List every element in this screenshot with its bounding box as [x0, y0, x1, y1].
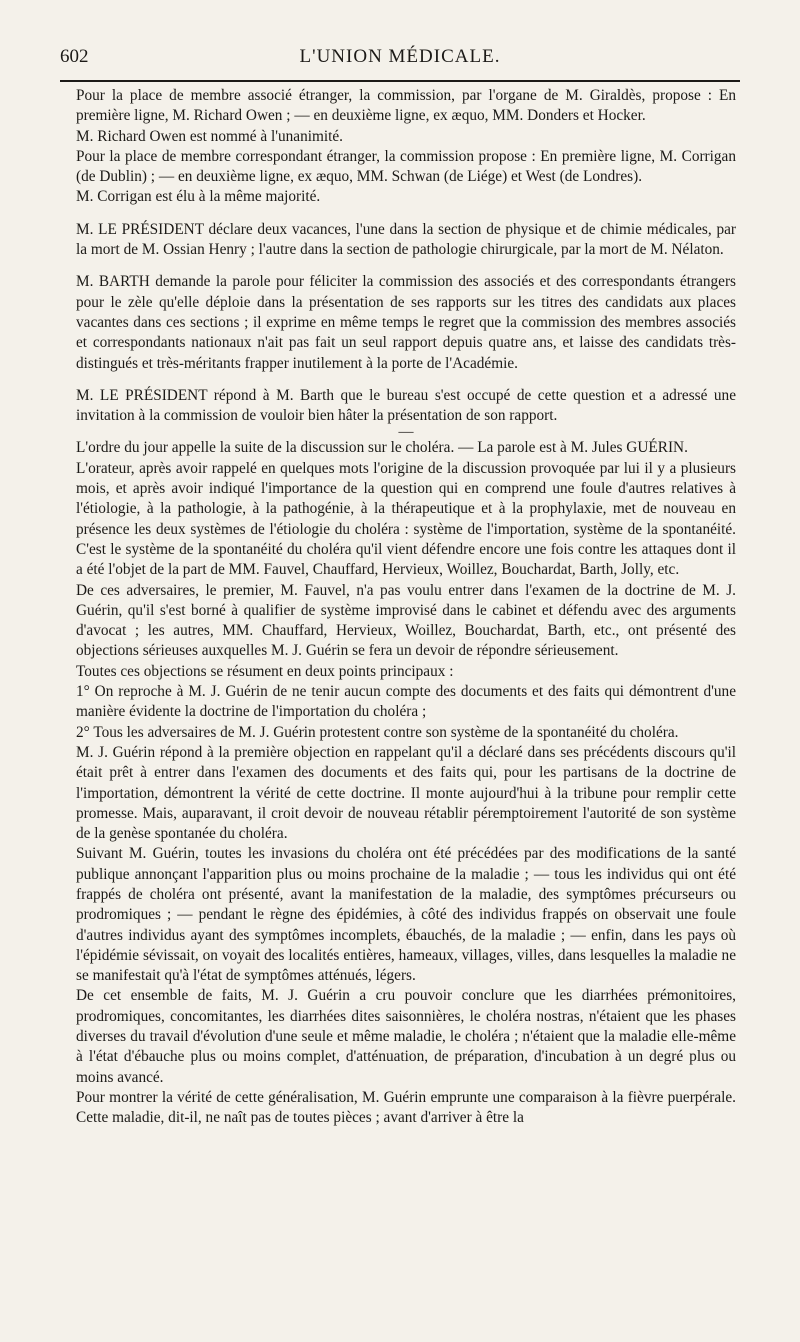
paragraph: M. J. Guérin répond à la première objection en rappelant qu'il a déclaré dans ses précédents discours qu'il était prêt à entrer dans l'examen des documents et des faits qui, pour les partisans de la doctrine de l'importation, démontrent la vérité de cette doctrine. Il monte aujourd'hui à la tribune pour remplir cette promesse. Mais, auparavant, il croit devoir de nouveau rétablir péremptoirement l'autorité de son système de la genèse spontanée du choléra.: [76, 743, 736, 843]
paragraph: M. LE PRÉSIDENT répond à M. Barth que le bureau s'est occupé de cette question et a adressé une invitation à la commission de vouloir bien hâter la présentation de son rapport.: [76, 386, 736, 425]
page-number: 602: [60, 46, 89, 67]
paragraph: 1° On reproche à M. J. Guérin de ne tenir aucun compte des documents et des faits qui démontrent d'une manière évidente la doctrine de l'importation du choléra ;: [76, 683, 736, 721]
running-title: L'UNION MÉDICALE.: [299, 46, 501, 67]
document-body: [76, 86, 736, 1129]
paragraph: Toutes ces objections se résument en deux points principaux :: [76, 662, 454, 680]
paragraph: 2° Tous les adversaires de M. J. Guérin protestent contre son système de la spontanéité du choléra.: [76, 723, 679, 741]
paragraph: M. Richard Owen est nommé à l'unanimité.: [76, 127, 343, 145]
paragraph-gap: [76, 260, 736, 272]
paragraph: M. LE PRÉSIDENT déclare deux vacances, l'une dans la section de physique et de chimie médicales, par la mort de M. Ossian Henry ; l'autre dans la section de pathologie chirurgicale, par la mort de M. Nélaton.: [76, 220, 736, 259]
paragraph: De ces adversaires, le premier, M. Fauvel, n'a pas voulu entrer dans l'examen de la doctrine de M. J. Guérin, qu'il s'est borné à qualifier de système improvisé dans le cabinet et défendu avec des arguments d'avocat ; les autres, MM. Chauffard, Hervieux, Woillez, Bouchardat, Barth, etc., ont présenté des objections sérieuses auxquelles M. J. Guérin se fera un devoir de répondre sérieusement.: [76, 581, 736, 660]
paragraph: Pour la place de membre associé étranger, la commission, par l'organe de M. Giraldès, propose : En première ligne, M. Richard Owen ; — en deuxième ligne, ex æquo, MM. Donders et Hocker.: [76, 87, 736, 125]
page-header: [60, 46, 740, 76]
section-separator: —: [398, 424, 414, 441]
header-rule: [60, 80, 740, 82]
paragraph: L'orateur, après avoir rappelé en quelques mots l'origine de la discussion provoquée par lui il y a plusieurs mois, et après avoir indiqué l'importance de la question qui en comprend une foule d'autres relatives à l'étiologie, à la pathologie, à la pathogénie, à la thérapeutique et à la prophylaxie, met de nouveau en présence les deux systèmes de l'étiologie du choléra : système de l'importation, système de la spontanéité. C'est le système de la spontanéité du choléra qu'il vient défendre encore une fois contre les attaques dont il a été l'objet de la part de MM. Fauvel, Chauffard, Hervieux, Woillez, Bouchardat, Barth, Jolly, etc.: [76, 459, 736, 579]
paragraph: Pour montrer la vérité de cette généralisation, M. Guérin emprunte une comparaison à la fièvre puerpérale. Cette maladie, dit-il, ne naît pas de toutes pièces ; avant d'arriver à être la: [76, 1088, 736, 1127]
paragraph-gap: [76, 374, 736, 386]
paragraph-gap: [76, 208, 736, 220]
paragraph: De cet ensemble de faits, M. J. Guérin a cru pouvoir conclure que les diarrhées prémonitoires, prodromiques, concomitantes, les diarrhées dites saisonnières, le choléra nostras, n'étaient que les phases diverses du travail d'évolution d'une seule et même maladie, le choléra ; n'étaient que la maladie elle-même à l'état d'ébauche plus ou moins complet, d'atténuation, de préparation, d'incubation à un degré plus ou moins avancé.: [76, 987, 736, 1086]
paragraph: M. BARTH demande la parole pour féliciter la commission des associés et des correspondants étrangers pour le zèle qu'elle déploie dans la présentation de ses rapports sur les titres des candidats aux places vacantes dans ces sections ; il exprime en même temps le regret que la commission des membres associés et correspondants nationaux n'ait pas fait un seul rapport depuis quatre ans, et laisse des candidats très-distingués et très-méritants frapper inutilement à la porte de l'Académie.: [76, 273, 736, 372]
paragraph: L'ordre du jour appelle la suite de la discussion sur le choléra. — La parole est à M. Jules GUÉRIN.: [76, 439, 688, 457]
paragraph: M. Corrigan est élu à la même majorité.: [76, 188, 321, 206]
paragraph: Pour la place de membre correspondant étranger, la commission propose : En première ligne, M. Corrigan (de Dublin) ; — en deuxième ligne, ex æquo, MM. Schwan (de Liége) et West (de Londres).: [76, 147, 736, 186]
paragraph: Suivant M. Guérin, toutes les invasions du choléra ont été précédées par des modifications de la santé publique annonçant l'apparition plus ou moins prochaine de la maladie ; — tous les individus qui ont été frappés de choléra ont présenté, avant la manifestation de la maladie, des symptômes précurseurs ou prodromiques ; — pendant le règne des épidémies, à côté des individus frappés on observait une foule d'autres individus ayant des symptômes incomplets, ébauchés, de la maladie ; — enfin, dans les pays où l'épidémie sévissait, on voyait des localités entières, hameaux, villages, villes, dans lesquelles la maladie ne se manifestait qu'à l'état de symptômes atténués, légers.: [76, 845, 736, 985]
